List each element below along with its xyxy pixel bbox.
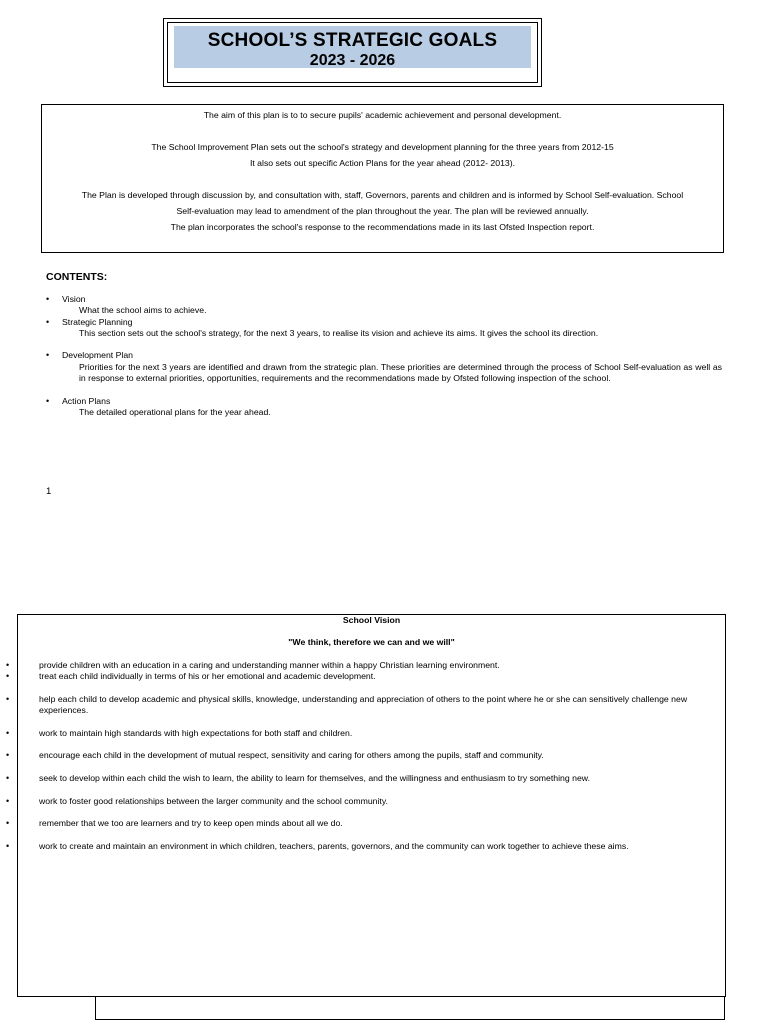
- intro-improvement-line-1: The School Improvement Plan sets out the school's strategy and development planning for the three years from 2012-15: [151, 142, 614, 152]
- vision-list: [18, 660, 718, 852]
- contents-item-action-plans: [46, 396, 722, 419]
- vision-item: • work to create and maintain an environment in which children, teachers, parents, governors, and the community can work together to achieve these aims.: [18, 841, 718, 852]
- contents-item-label: • Vision: [62, 294, 86, 304]
- intro-plan-line-2: Self-evaluation may lead to amendment of the plan throughout the year. The plan will be reviewed annually.: [176, 206, 589, 216]
- contents-item-desc: This section sets out the school's strategy, for the next 3 years, to realise its vision and achieve its aims. It gives the school its direction.: [79, 327, 599, 338]
- contents-item-development-plan: [46, 350, 722, 384]
- vision-item: • treat each child individually in terms of his or her emotional and academic development.: [18, 671, 718, 682]
- vision-item: • help each child to develop academic and physical skills, knowledge, understanding and appreciation of others to the point where he or she can sensitively challenge new experiences.: [18, 694, 718, 717]
- intro-improvement-line-2: It also sets out specific Action Plans for the year ahead (2012- 2013).: [249, 158, 516, 168]
- next-table-frame: [95, 996, 725, 1020]
- contents-list: [46, 294, 722, 418]
- contents-item-desc: Priorities for the next 3 years are identified and drawn from the strategic plan. These priorities are determined through the process of School Self-evaluation as well as in response to external priorities, opportunities, requirements and the recommendations made by Ofsted following inspection of the school.: [79, 361, 722, 384]
- contents-item-desc: What the school aims to achieve.: [79, 305, 207, 316]
- contents-item-desc: The detailed operational plans for the year ahead.: [79, 406, 271, 417]
- intro-plan-line-1: The Plan is developed through discussion by, and consultation with, staff, Governors, parents and children and is informed by School Self-evaluation. School: [81, 190, 684, 200]
- intro-aim: The aim of this plan is to to secure pupils' academic achievement and personal development.: [203, 110, 562, 120]
- intro-plan-line-3: The plan incorporates the school's response to the recommendations made in its last Ofsted Inspection report.: [170, 222, 595, 232]
- title-banner: [174, 26, 531, 68]
- vision-item: • work to maintain high standards with high expectations for both staff and children.: [18, 728, 718, 739]
- page-title: SCHOOL’S STRATEGIC GOALS: [207, 30, 498, 51]
- contents-item-vision: [46, 294, 722, 317]
- contents-item-label: • Strategic Planning: [62, 316, 133, 327]
- vision-item: • provide children with an education in a caring and understanding manner within a happy Christian learning environment.: [18, 660, 718, 671]
- title-inner-frame: [167, 22, 538, 83]
- page-number: 1: [46, 486, 52, 497]
- contents-item-strategic-planning: [46, 317, 722, 340]
- vision-title: School Vision: [342, 615, 401, 625]
- vision-item: • encourage each child in the development of mutual respect, sensitivity and caring for others among the pupils, staff and community.: [18, 750, 718, 761]
- contents-heading: CONTENTS:: [46, 271, 108, 283]
- vision-item: • remember that we too are learners and try to keep open minds about all we do.: [18, 818, 718, 829]
- title-frame: [163, 18, 542, 87]
- plan-years: 2023 - 2026: [309, 52, 396, 69]
- intro-box: [41, 104, 724, 253]
- contents-item-label: • Development Plan: [62, 350, 133, 361]
- vision-item: • work to foster good relationships between the larger community and the school community.: [18, 796, 718, 807]
- school-vision-box: [17, 614, 726, 997]
- contents-item-label: • Action Plans: [62, 395, 111, 406]
- vision-item: • seek to develop within each child the wish to learn, the ability to learn for themselves, and the willingness and enthusiasm to try something new.: [18, 773, 718, 784]
- vision-motto: "We think, therefore we can and we will": [288, 637, 455, 647]
